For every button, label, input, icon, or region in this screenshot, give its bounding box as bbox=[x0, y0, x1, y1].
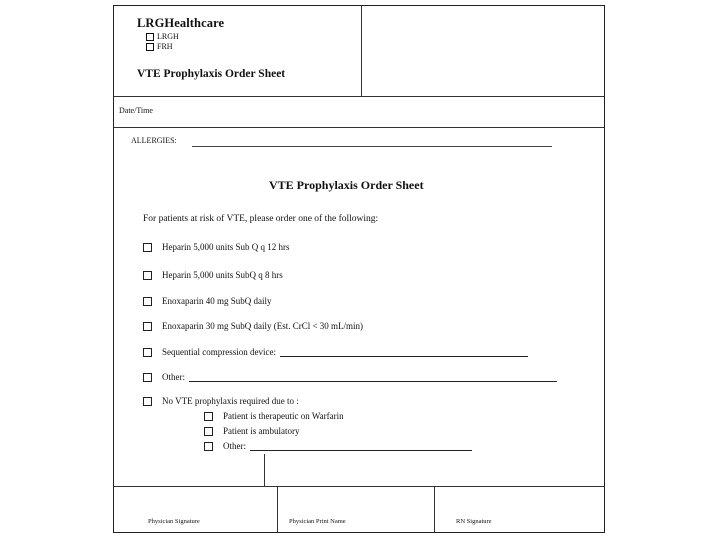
option-label: Heparin 5,000 units SubQ q 8 hrs bbox=[162, 270, 283, 280]
option-enoxaparin-30[interactable] bbox=[143, 321, 363, 331]
checkbox-icon[interactable] bbox=[143, 243, 152, 252]
site-option-frh[interactable] bbox=[146, 42, 173, 51]
physician-signature-label: Physician Signature bbox=[148, 518, 200, 525]
reason-other[interactable] bbox=[204, 441, 472, 451]
option-enoxaparin-40[interactable] bbox=[143, 296, 272, 306]
reason-label: Other: bbox=[223, 441, 246, 451]
option-label: Sequential compression device: bbox=[162, 347, 276, 357]
option-label: Enoxaparin 30 mg SubQ daily (Est. CrCl < 30 mL/min) bbox=[162, 321, 364, 331]
checkbox-icon[interactable] bbox=[204, 427, 213, 436]
checkbox-icon[interactable] bbox=[146, 33, 154, 41]
reason-ambulatory[interactable] bbox=[204, 426, 300, 436]
option-label: Other: bbox=[162, 372, 185, 382]
option-sequential-compression[interactable] bbox=[143, 347, 528, 357]
option-heparin-q12[interactable] bbox=[143, 242, 290, 252]
allergies-input-line[interactable] bbox=[192, 146, 552, 147]
instructions-text: For patients at risk of VTE, please order one of the following: bbox=[143, 214, 379, 224]
site-option-lrgh[interactable] bbox=[146, 32, 179, 41]
header-divider-vertical bbox=[361, 6, 362, 96]
header-form-title: VTE Prophylaxis Order Sheet bbox=[137, 68, 286, 80]
checkbox-icon[interactable] bbox=[204, 442, 213, 451]
checkbox-icon[interactable] bbox=[143, 322, 152, 331]
datetime-label: Date/Time bbox=[119, 106, 153, 115]
datetime-bottom-rule bbox=[114, 127, 604, 128]
page-title: VTE Prophylaxis Order Sheet bbox=[269, 178, 424, 192]
allergies-label: ALLERGIES: bbox=[131, 136, 177, 145]
reason-label: Patient is therapeutic on Warfarin bbox=[223, 411, 344, 421]
option-heparin-q8[interactable] bbox=[143, 270, 283, 280]
site-label: FRH bbox=[157, 42, 173, 51]
physician-print-name-label: Physician Print Name bbox=[289, 518, 346, 525]
checkbox-icon[interactable] bbox=[143, 348, 152, 357]
checkbox-icon[interactable] bbox=[146, 43, 154, 51]
checkbox-icon[interactable] bbox=[143, 297, 152, 306]
signature-top-rule bbox=[114, 486, 604, 487]
rn-signature-label: RN Signature bbox=[456, 518, 492, 525]
signature-divider-2 bbox=[434, 486, 435, 532]
order-sheet-form bbox=[113, 5, 605, 533]
option-label: Enoxaparin 40 mg SubQ daily bbox=[162, 296, 272, 306]
checkbox-icon[interactable] bbox=[143, 397, 152, 406]
brand-name: LRGHealthcare bbox=[137, 16, 225, 30]
body-divider-vertical bbox=[264, 454, 265, 486]
option-other[interactable] bbox=[143, 372, 557, 382]
reason-other-input-line[interactable] bbox=[250, 441, 472, 451]
reason-label: Patient is ambulatory bbox=[223, 426, 300, 436]
other-input-line[interactable] bbox=[189, 372, 557, 382]
site-label: LRGH bbox=[157, 32, 179, 41]
checkbox-icon[interactable] bbox=[204, 412, 213, 421]
option-label: No VTE prophylaxis required due to : bbox=[162, 396, 299, 406]
header-bottom-rule bbox=[114, 96, 604, 97]
sequential-compression-input-line[interactable] bbox=[280, 347, 528, 357]
checkbox-icon[interactable] bbox=[143, 271, 152, 280]
option-no-prophylaxis[interactable] bbox=[143, 396, 299, 406]
option-label: Heparin 5,000 units Sub Q q 12 hrs bbox=[162, 242, 290, 252]
checkbox-icon[interactable] bbox=[143, 373, 152, 382]
reason-warfarin[interactable] bbox=[204, 411, 344, 421]
signature-divider-1 bbox=[277, 486, 278, 532]
